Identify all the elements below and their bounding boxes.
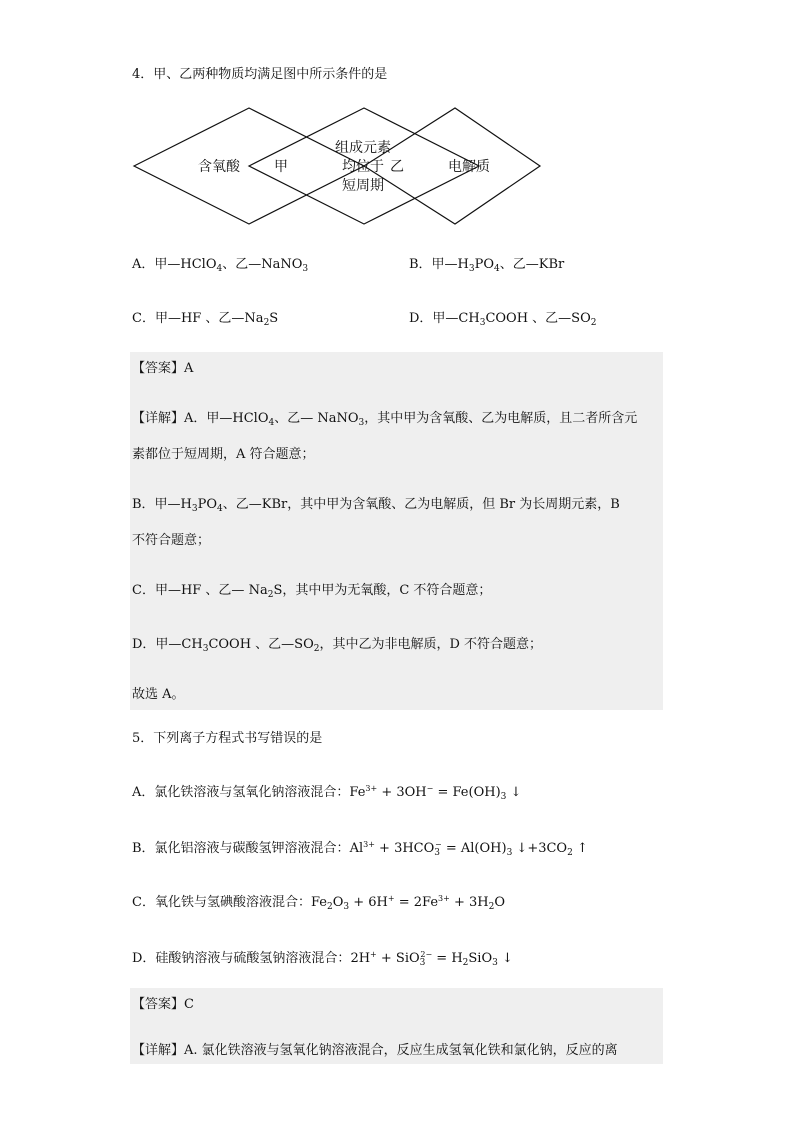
detail-c1s: 2 bbox=[267, 590, 274, 600]
detail-a1: 【详解】A．甲—HClO bbox=[132, 411, 269, 426]
q5d-sup1: + bbox=[370, 950, 377, 959]
q4-diagram bbox=[130, 104, 550, 228]
opt-a-mid: 、乙—NaNO bbox=[222, 257, 303, 272]
q5-stem: 5．下列离子方程式书写错误的是 bbox=[132, 731, 323, 746]
q5a-eq3: = Fe(OH) bbox=[433, 785, 501, 800]
detail-d2: COOH 、乙—SO bbox=[208, 637, 314, 652]
q5c-eq6: O bbox=[494, 895, 505, 910]
detail-b2s: 4 bbox=[217, 504, 223, 514]
q5a-sup1: 3+ bbox=[365, 784, 378, 793]
q5b-eq2: + 3HCO bbox=[374, 841, 435, 856]
diagram-center-3: 短周期 bbox=[342, 178, 384, 194]
q5-answer: 【答案】C bbox=[132, 997, 194, 1012]
q5d-sub4: 3 bbox=[492, 958, 498, 968]
opt-a-sub2: 3 bbox=[302, 264, 309, 274]
q5c-sup4: 3+ bbox=[438, 894, 450, 903]
q5b-eq4: ↓+3CO bbox=[512, 841, 568, 856]
q5b-sup2: − bbox=[435, 840, 442, 849]
q5b-sub3: 3 bbox=[506, 848, 513, 858]
q5b-sup1: 3+ bbox=[363, 840, 375, 849]
q5c-sub2: 3 bbox=[343, 902, 350, 912]
q5a-eq1: Fe bbox=[349, 785, 366, 800]
detail-c1: C．甲—HF 、乙— Na bbox=[132, 583, 268, 598]
detail-a1s: 4 bbox=[268, 418, 275, 428]
q5c-text: C．氧化铁与氢碘酸溶液混合： bbox=[132, 895, 311, 910]
opt-b-text: B．甲—H bbox=[409, 257, 469, 272]
q5d-sub2: 3 bbox=[419, 958, 426, 968]
q5d-sup2: 2− bbox=[420, 950, 433, 959]
q4-answer: 【答案】A bbox=[132, 361, 194, 376]
diagram-right-label: 电解质 bbox=[448, 159, 490, 175]
q5d-eq1: 2H bbox=[350, 951, 371, 966]
opt-a-text: A．甲—HClO bbox=[132, 257, 217, 272]
q4-detail-b-line1 bbox=[132, 496, 620, 518]
q4-stem: 4．甲、乙两种物质均满足图中所示条件的是 bbox=[132, 67, 388, 82]
q5-option-d bbox=[132, 946, 513, 972]
q5-option-b bbox=[132, 836, 588, 862]
q5c-eq2: O bbox=[332, 895, 344, 910]
q5c-eq5: + 3H bbox=[449, 895, 489, 910]
q4-option-c bbox=[132, 310, 278, 332]
opt-c-mid: S bbox=[269, 311, 279, 326]
opt-d-sub1: 3 bbox=[479, 318, 486, 328]
q5d-text: D．硅酸钠溶液与硫酸氢钠溶液混合： bbox=[132, 951, 351, 966]
diagram-jia-label: 甲 bbox=[274, 159, 288, 175]
q5b-sub2: 3 bbox=[434, 848, 441, 858]
detail-b2: PO bbox=[197, 497, 218, 512]
opt-d-sub2: 2 bbox=[590, 318, 597, 328]
q5a-eq2: + 3OH bbox=[377, 785, 427, 800]
q5a-eq4: ↓ bbox=[506, 785, 522, 800]
q5b-sub4: 2 bbox=[567, 848, 573, 858]
detail-d1: D．甲—CH bbox=[132, 637, 203, 652]
opt-a-sub1: 4 bbox=[216, 264, 223, 274]
opt-d-text: D．甲—CH bbox=[409, 311, 480, 326]
q4-detail-b-line2: 不符合题意； bbox=[132, 533, 211, 548]
detail-d1s: 3 bbox=[202, 644, 209, 654]
q5d-eq4: SiO bbox=[468, 951, 493, 966]
q5a-sup2: − bbox=[426, 784, 434, 793]
detail-b3: 、乙—KBr，其中甲为含氧酸、乙为电解质，但 Br 为长周期元素，B bbox=[222, 497, 620, 512]
q5c-sub1: 2 bbox=[326, 902, 333, 912]
detail-a2: 、乙— NaNO bbox=[274, 411, 359, 426]
q4-detail-a-line1 bbox=[132, 410, 637, 432]
detail-d2s: 2 bbox=[313, 644, 320, 654]
q5-detail: 【详解】A. 氯化铁溶液与氢氧化钠溶液混合，反应生成氢氧化铁和氯化钠，反应的离 bbox=[132, 1043, 618, 1058]
opt-c-sub1: 2 bbox=[263, 318, 270, 328]
q5b-eq1: Al bbox=[349, 841, 364, 856]
q4-detail-a-line2: 素都位于短周期，A 符合题意； bbox=[132, 447, 315, 462]
diagram-left-label: 含氧酸 bbox=[198, 159, 240, 175]
q5c-eq1: Fe bbox=[310, 895, 327, 910]
q4-detail-end: 故选 A。 bbox=[132, 687, 185, 702]
detail-a2s: 3 bbox=[358, 418, 365, 428]
q5b-text: B．氯化铝溶液与碳酸氢钾溶液混合： bbox=[132, 841, 350, 856]
q5b-eq3: = Al(OH) bbox=[441, 841, 507, 856]
detail-b1s: 3 bbox=[191, 504, 198, 514]
detail-d3: ，其中乙为非电解质，D 不符合题意； bbox=[319, 637, 543, 652]
q5c-eq4: = 2Fe bbox=[394, 895, 439, 910]
opt-b-sub2: 4 bbox=[494, 264, 500, 274]
q5c-sup3: + bbox=[387, 894, 395, 903]
opt-c-text: C．甲—HF 、乙—Na bbox=[132, 311, 264, 326]
q5-option-c bbox=[132, 890, 505, 916]
diagram-center-1: 组成元素 bbox=[335, 140, 391, 156]
detail-b1: B．甲—H bbox=[132, 497, 192, 512]
q4-detail-c bbox=[132, 582, 491, 604]
detail-c2: S，其中甲为无氧酸，C 不符合题意； bbox=[273, 583, 492, 598]
q4-option-d bbox=[409, 310, 596, 332]
q5a-sub3: 3 bbox=[500, 792, 507, 802]
opt-b-mid: PO bbox=[474, 257, 495, 272]
q5d-eq3: = H bbox=[432, 951, 463, 966]
q5a-text: A．氯化铁溶液与氢氧化钠溶液混合： bbox=[132, 785, 350, 800]
opt-d-mid: COOH 、乙—SO bbox=[485, 311, 591, 326]
detail-a3: ，其中甲为含氧酸、乙为电解质，且二者所含元 bbox=[364, 411, 638, 426]
q4-option-b bbox=[409, 256, 564, 278]
opt-b-sub1: 3 bbox=[468, 264, 475, 274]
q4-option-a bbox=[132, 256, 308, 278]
q4-detail-d bbox=[132, 636, 542, 658]
q5-option-a bbox=[132, 780, 521, 806]
q5b-eq5: ↑ bbox=[572, 841, 588, 856]
opt-b-end: 、乙—KBr bbox=[499, 257, 565, 272]
diagram-yi-label: 乙 bbox=[390, 159, 404, 175]
diagram-center-2: 均位于 bbox=[342, 159, 384, 175]
q5d-eq5: ↓ bbox=[497, 951, 513, 966]
q5c-sub5: 2 bbox=[488, 902, 495, 912]
q5d-eq2: + SiO bbox=[376, 951, 420, 966]
q5c-eq3: + 6H bbox=[349, 895, 388, 910]
q5d-sub3: 2 bbox=[462, 958, 469, 968]
